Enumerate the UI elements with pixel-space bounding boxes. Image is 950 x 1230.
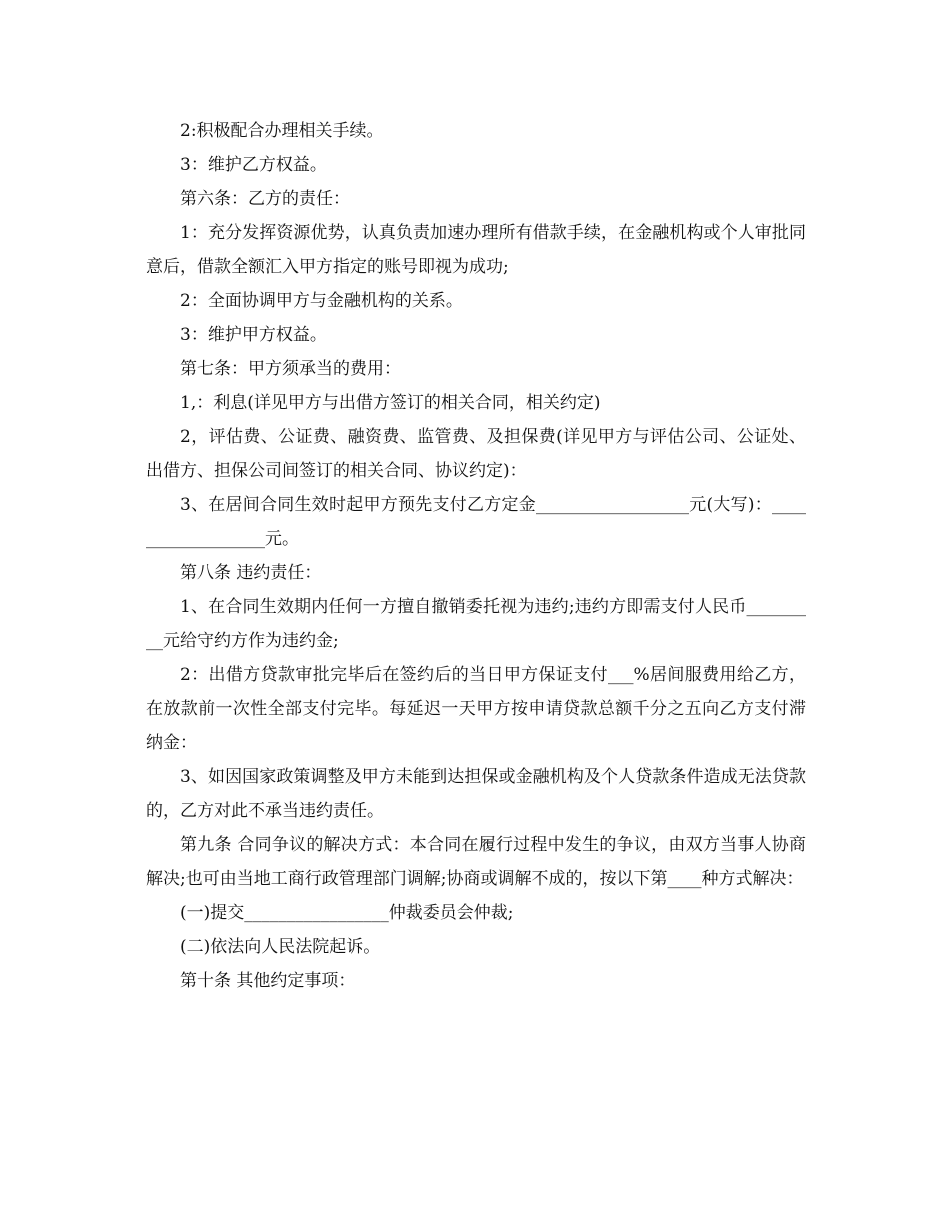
paragraph-3: 第六条：乙方的责任： [180,189,350,209]
paragraph-13: 2：出借方贷款审批完毕后在签约后的当日甲方保证支付___%居间服费用给乙方，在放款前一次性全部支付完毕。每延迟一天甲方按申请贷款总额千分之五向乙方支付滞纳金： [146,665,806,753]
paragraph-5: 2：全面协调甲方与金融机构的关系。 [180,291,463,311]
paragraph-15: 第九条 合同争议的解决方式：本合同在履行过程中发生的争议，由双方当事人协商解决;也可由当地工商行政管理部门调解;协商或调解不成的，按以下第____种方式解决： [146,835,806,889]
paragraph-16: (一)提交_________________仲裁委员会仲裁; [180,903,514,923]
paragraph-2: 3：维护乙方权益。 [180,155,327,175]
paragraph-4: 1：充分发挥资源优势，认真负责加速办理所有借款手续，在金融机构或个人审批同意后，借款全额汇入甲方指定的账号即视为成功; [146,223,806,277]
paragraph-7: 第七条：甲方须承当的费用： [180,359,401,379]
paragraph-9: 2，评估费、公证费、融资费、监管费、及担保费(详见甲方与评估公司、公证处、出借方、担保公司间签订的相关合同、协议约定)： [146,427,806,481]
paragraph-11: 第八条 违约责任： [180,563,322,583]
paragraph-17: (二)依法向人民法院起诉。 [180,937,381,957]
paragraph-18: 第十条 其他约定事项： [180,971,356,991]
paragraph-12: 1、在合同生效期内任何一方擅自撤销委托视为违约;违约方即需支付人民币_________元给守约方作为违约金; [146,597,806,651]
paragraph-14: 3、如因国家政策调整及甲方未能到达担保或金融机构及个人贷款条件造成无法贷款的，乙方对此不承当违约责任。 [146,767,806,821]
paragraph-8: 1,：利息(详见甲方与出借方签订的相关合同，相关约定) [180,393,601,413]
document-body [146,114,806,998]
paragraph-10: 3、在居间合同生效时起甲方预先支付乙方定金__________________元(大写)：__________________元。 [146,495,806,549]
paragraph-1: 2:积极配合办理相关手续。 [180,121,384,141]
paragraph-6: 3：维护甲方权益。 [180,325,327,345]
